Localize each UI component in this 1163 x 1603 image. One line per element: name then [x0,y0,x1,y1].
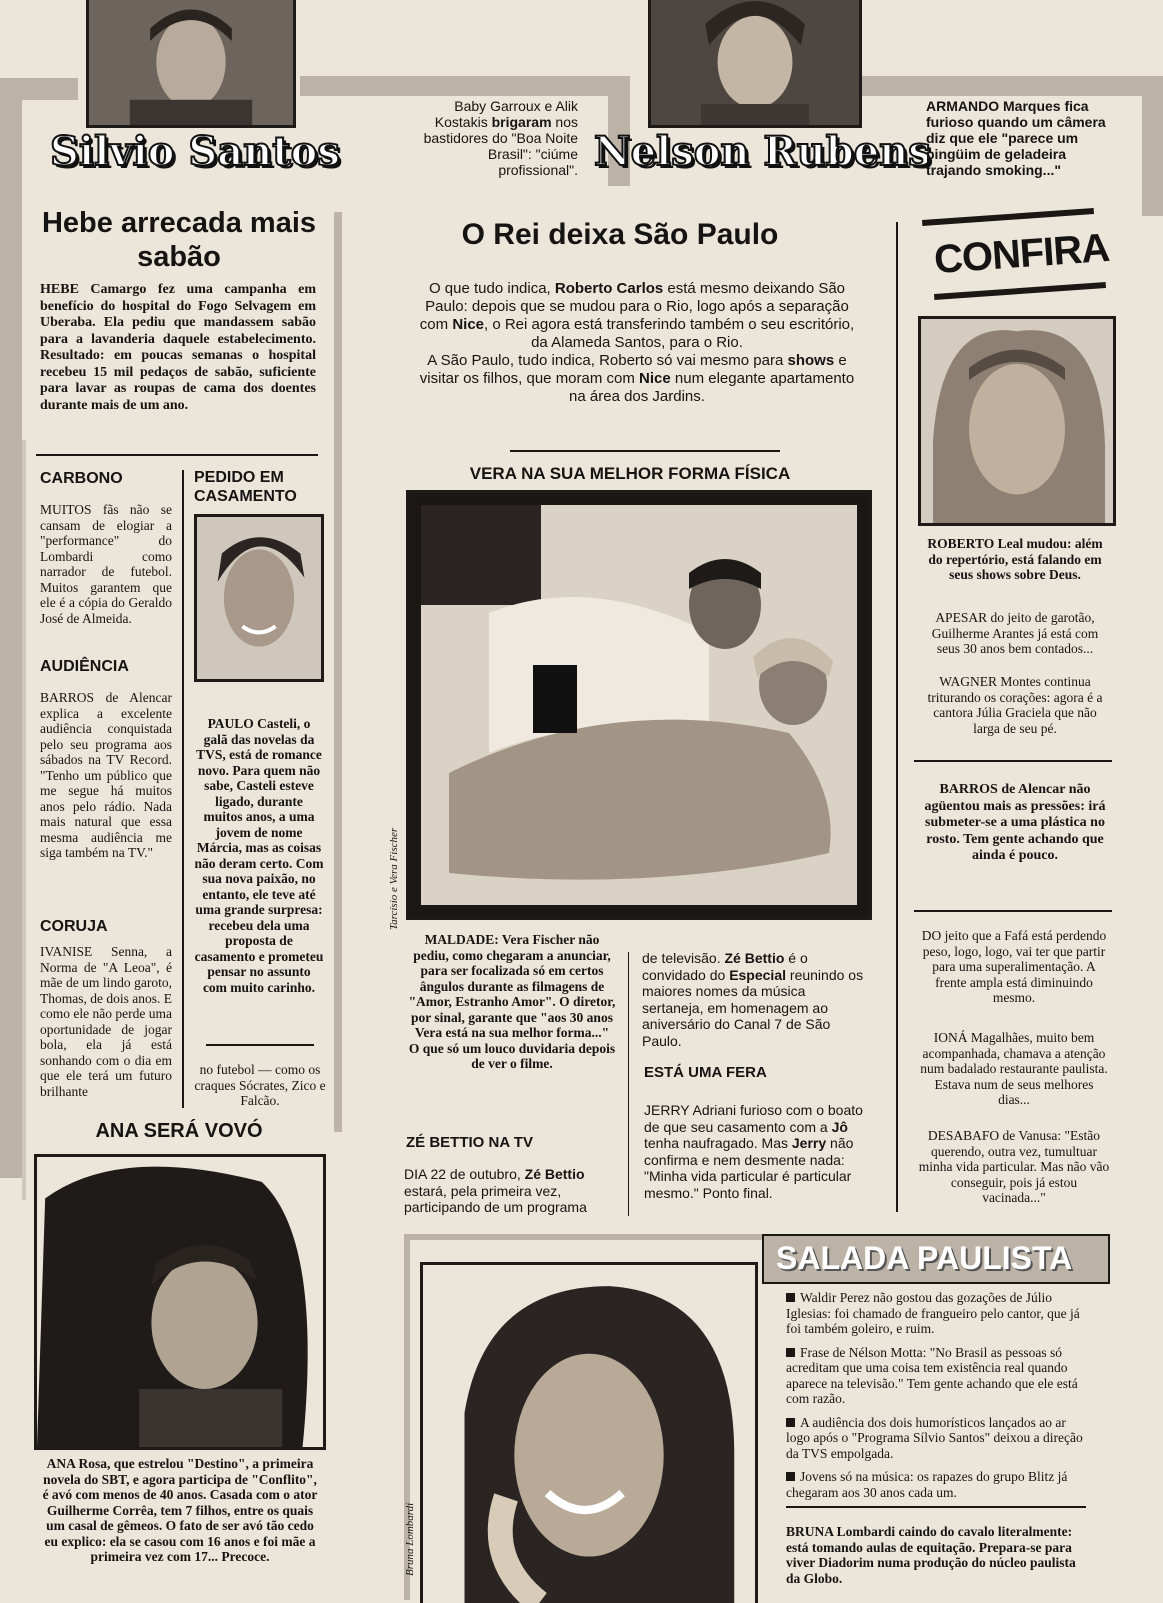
rei-divider [510,450,780,452]
coruja-body: IVANISE Senna, a Norma de "A Leoa", é mãe de um lindo garoto, Thomas, de dois anos. E como ele não perde uma oportunidade de jogar bola, ela já está sonhando com o dia em que ele terá um futuro brilhante [40,944,172,1099]
confira-item-6: IONÁ Magalhães, muito bem acompanhada, chamava a atenção num badalado restaurante paulista. Estava num de seus melhores dias... [920,1030,1108,1107]
ana-body: ANA Rosa, que estrelou "Destino", a primeira novela do SBT, e agora participa de "Conflito", é avó com menos de 40 anos. Casada com o ator Guilherme Corrêa, tem 7 filhos, entre os quais um casal de gêmeos. O fato de ser avó tão cedo eu explico: ela se casou com 16 anos e foi mãe a primeira vez com 17... Precoce. [42,1456,318,1564]
frame-right-top [852,76,1163,96]
confira-divider-2 [914,910,1112,912]
frame-left-side [0,78,22,1178]
ze-bettio-title: ZÉ BETTIO NA TV [406,1134,533,1151]
col-rule-1 [182,470,184,1108]
carbono-body: MUITOS fãs não se cansam de elogiar a "performance" do Lombardi como narrador de futebol. Muitos garantem que ele é a cópia do Geraldo José de Almeida. [40,502,172,626]
confira-bar-bottom [934,282,1106,300]
roberto-leal-photo [918,316,1116,526]
salada-item-4: Jovens só na música: os rapazes do grupo Blitz já chegaram aos 30 anos cada um. [786,1469,1068,1500]
confira-item-7: DESABAFO de Vanusa: "Estão querendo, outra vez, tumultuar minha vida particular. Mas não vão conseguir, pois já estou vacinada..." [918,1128,1110,1205]
top-center-rest: nos bastidores do "Boa Noite Brasil": "ciúme profissional". [423,114,578,178]
salada-divider [786,1506,1086,1508]
confira-divider-1 [914,760,1112,762]
vera-body: MALDADE: Vera Fischer não pediu, como chegaram a anunciar, para ser focalizada só em certos ângulos durante as filmagens de "Amor, Estranho Amor". O diretor, por sinal, garante que "aos 30 anos Vera está na sua melhor forma..." O que só um louco duvidaria depois de ver o filme. [408,932,616,1071]
coruja-title: CORUJA [40,918,108,935]
fera-title: ESTÁ UMA FERA [644,1064,767,1081]
silvio-santos-photo [86,0,296,128]
salada-item-3: A audiência dos dois humorísticos lançados ao ar logo após o "Programa Sílvio Santos" deixou a direção da TVS empolgada. [786,1414,1083,1461]
ana-rosa-photo [34,1154,326,1450]
nelson-rubens-logo: Nelson Rubens [594,128,931,175]
fera-body: JERRY Adriani furioso com o boato de que seu casamento com a Jô tenha naufragado. Mas Jerry não confirma e nem desmente nada: "Minha vida particular é particular mesmo." Ponto final. [644,1102,863,1201]
top-center-bold: brigaram [491,114,552,130]
frame-sideline-left [22,440,26,1200]
salada-frame-top [404,1234,762,1240]
confira-item-1: ROBERTO Leal mudou: além do repertório, está falando em seus shows sobre Deus. [927,536,1103,582]
pedido-continuation: no futebol — como os craques Sócrates, Zico e Falcão. [194,1062,326,1108]
paulo-casteli-photo [194,514,324,682]
pedido-divider [206,1044,314,1046]
top-center-blurb [414,98,578,178]
carbono-title: CARBONO [40,470,123,487]
salada-item-2: Frase de Nélson Motta: "No Brasil as pessoas só acreditam que uma coisa tem existência real quando aparece na televisão." Tem gente achando que ele está com razão. [786,1344,1078,1406]
ana-title: ANA SERÁ VOVÓ [95,1120,263,1142]
rei-p1: O que tudo indica, Roberto Carlos está mesmo deixando São Paulo: depois que se mudou para o Rio, logo após a separação com Nice, o Rei agora está transferindo também o seu escritório, da Alameda Santos, para o Rio. [419,280,855,351]
hebe-body: HEBE Camargo fez uma campanha em benefício do hospital do Fogo Selvagem em Uberaba. Ela pediu que mandassem sabão para a lavanderia daquele estabelecimento. Resultado: em poucas semanas o hospital recebeu 15 mil pedaços de sabão, suficiente para lavar as roupas de cama dos doentes durante mais de um ano. [40,282,316,413]
silvio-santos-logo: Silvio Santos [50,128,340,175]
salada-logo: SALADA PAULISTA [776,1240,1073,1276]
top-right-lead: ARMANDO Marques [926,98,1061,114]
salada-photo-caption: Bruna Lombardi [404,1502,416,1576]
hebe-headline: Hebe arrecada mais sabão [41,207,317,273]
pedido-body: PAULO Casteli, o galã das novelas da TVS, está de romance novo. Para quem não sabe, Casteli esteve ligado, durante muitos anos, a uma jovem de nome Márcia, mas as coisas não deram certo. Com sua nova paixão, no entanto, ele teve até uma grande surpresa: recebeu dela uma proposta de casamento e prometeu pensar no assunto com muito carinho. [194,716,324,995]
top-center-lead: Baby Garroux e Alik Kostakis [434,98,578,130]
bruna-lombardi-photo [420,1262,758,1603]
ze-bettio-body: DIA 22 de outubro, Zé Bettio estará, pela primeira vez, participando de um programa [404,1166,587,1215]
rei-body [412,280,862,406]
audiencia-title: AUDIÊNCIA [40,658,129,675]
vera-photo-caption: Tarcísio e Vera Fischer [388,827,400,930]
frame-center-top [300,76,630,96]
rei-headline: O Rei deixa São Paulo [461,218,779,251]
col-rule-2 [334,212,342,1132]
col-rule-center [628,952,629,1216]
pedido-title: PEDIDO EM CASAMENTO [194,469,297,505]
confira-item-4: BARROS de Alencar não agüentou mais as pressões: irá submeter-se a uma plástica no rosto. Tem gente achando que ainda é pouco. [924,782,1106,863]
confira-logo: CONFIRA [932,225,1111,283]
top-right-blurb [926,98,1118,178]
confira-bar-top [922,208,1094,226]
vera-title: VERA NA SUA MELHOR FORMA FÍSICA [469,464,791,483]
frame-right-side [1142,76,1163,216]
ze-bettio-continuation: de televisão. Zé Bettio é o convidado do Especial reunindo os maiores nomes da música sertaneja, em homenagem ao aniversário do Canal 7 de São Paulo. [642,950,864,1049]
confira-item-2: APESAR do jeito de garotão, Guilherme Arantes já está com seus 30 anos bem contados... [931,610,1099,656]
audiencia-body: BARROS de Alencar explica a excelente audiência conquistada pelo seu programa aos sábados na TV Record. "Tenho um público que me segue há muitos anos pelo rádio. Nada mais natural que essa mesma audiência me siga também na TV." [40,690,172,860]
confira-item-5: DO jeito que a Fafá está perdendo peso, logo, logo, vai ter que partir para uma superalimentação. A frente ampla está diminuindo mesmo. [921,928,1107,1005]
col-rule-3 [896,222,898,1212]
confira-item-3: WAGNER Montes continua triturando os corações: agora é a cantora Júlia Graciela que não larga de seu pé. [927,674,1103,736]
top-right-rest: fica furioso quando um câmera diz que ele "parece um pingüim de geladeira trajando smoking..." [926,98,1106,178]
salada-item-1: Waldir Perez não gostou das gozações de Júlio Iglesias: foi chamado de frangueiro pelo cantor, que já foi também goleiro, e ruim. [786,1290,1080,1336]
rei-p2: A São Paulo, tudo indica, Roberto só vai mesmo para shows e visitar os filhos, que moram com Nice num elegante apartamento na área dos Jardins. [419,352,855,405]
salada-bruna: BRUNA Lombardi caindo do cavalo literalmente: está tomando aulas de equitação. Prepara-se para viver Diadorim numa produção do núcleo paulista da Globo. [786,1524,1076,1586]
hebe-divider [36,454,318,456]
salada-list [786,1290,1088,1508]
vera-fischer-photo [406,490,872,920]
nelson-rubens-photo [648,0,862,128]
